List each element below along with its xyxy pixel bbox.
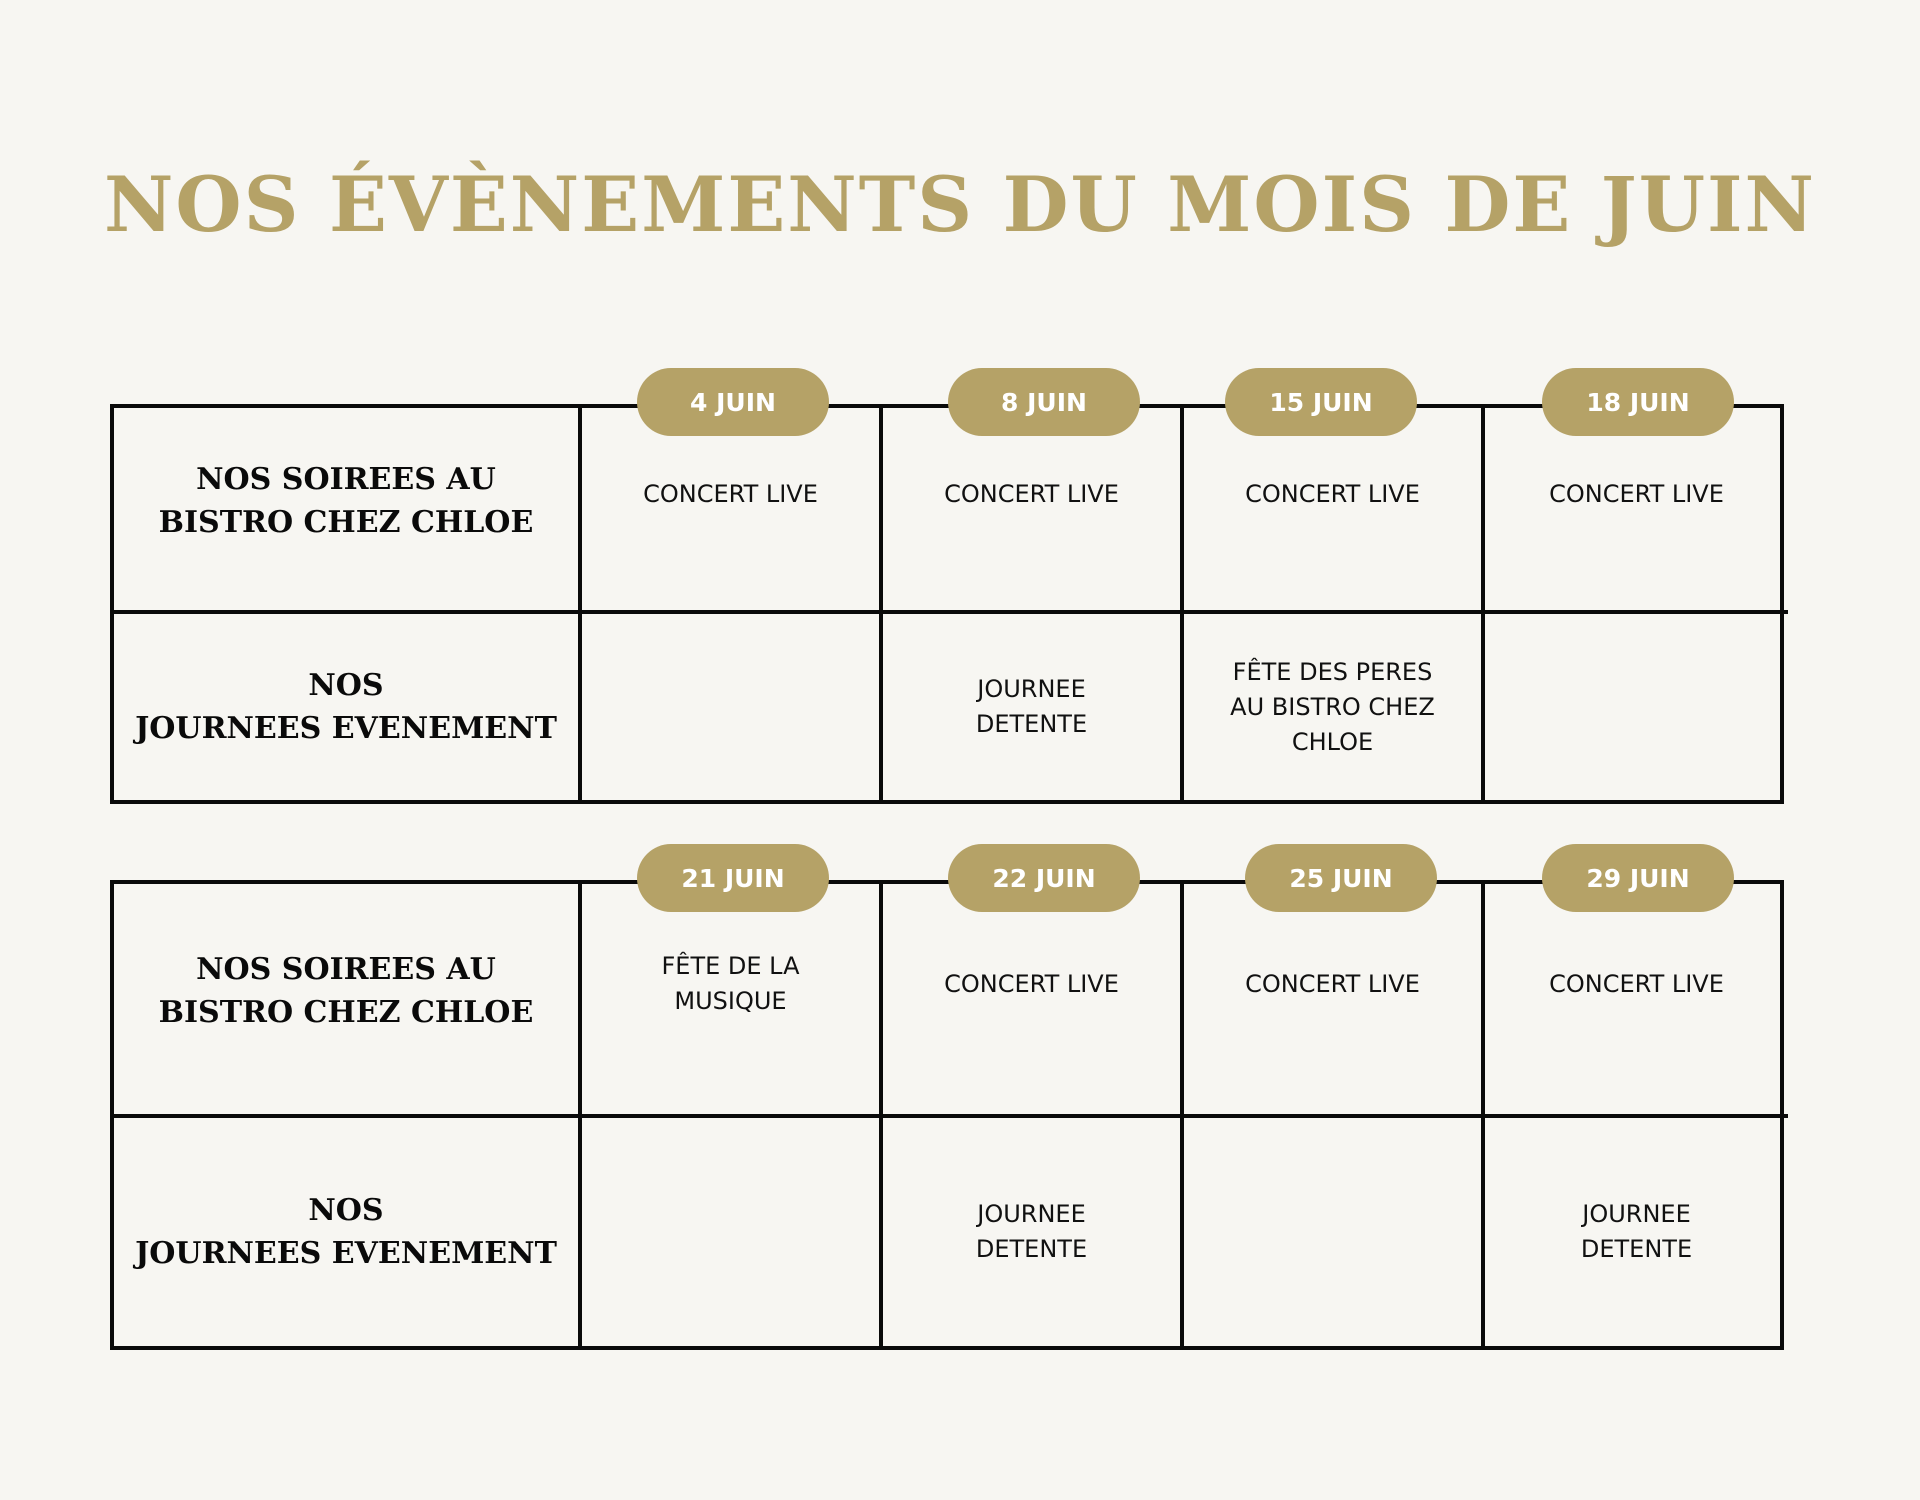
- date-pill: 29 JUIN: [1542, 844, 1734, 912]
- event-cell: [883, 1118, 1184, 1346]
- row-label-journees: NOS JOURNEES EVENEMENT: [135, 1193, 557, 1271]
- event-text: CONCERT LIVE: [1549, 969, 1724, 998]
- event-cell: [582, 408, 883, 614]
- event-text: JOURNEE DETENTE: [1580, 1200, 1693, 1263]
- event-cell: [1485, 408, 1788, 614]
- event-text: CONCERT LIVE: [1549, 479, 1724, 508]
- date-pill: 18 JUIN: [1542, 368, 1734, 436]
- event-text: CONCERT LIVE: [1245, 969, 1420, 998]
- event-cell: [582, 614, 883, 800]
- page-title: NOS ÉVÈNEMENTS DU MOIS DE JUIN: [103, 160, 1817, 249]
- event-cell: [582, 884, 883, 1118]
- week-block-2: [110, 844, 1784, 1350]
- event-cell: [1184, 884, 1485, 1118]
- event-text: CONCERT LIVE: [643, 479, 818, 508]
- row-label-journees: NOS JOURNEES EVENEMENT: [135, 668, 557, 746]
- row-label-cell: [114, 408, 582, 614]
- event-text: CONCERT LIVE: [944, 969, 1119, 998]
- events-table: [110, 880, 1784, 1350]
- row-label-soirees: NOS SOIREES AU BISTRO CHEZ CHLOE: [158, 462, 534, 540]
- event-cell: [1485, 884, 1788, 1118]
- date-pill: 4 JUIN: [637, 368, 829, 436]
- date-pill: 22 JUIN: [948, 844, 1140, 912]
- event-text: FÊTE DES PERES AU BISTRO CHEZ CHLOE: [1230, 657, 1435, 756]
- event-cell: [1485, 614, 1788, 800]
- event-cell: [883, 614, 1184, 800]
- row-label-cell: [114, 884, 582, 1118]
- event-cell: [1485, 1118, 1788, 1346]
- event-cell: [1184, 408, 1485, 614]
- event-cell: [883, 408, 1184, 614]
- event-cell: [1184, 614, 1485, 800]
- row-label-cell: [114, 614, 582, 800]
- row-label-soirees: NOS SOIREES AU BISTRO CHEZ CHLOE: [158, 952, 534, 1030]
- date-pill: 15 JUIN: [1225, 368, 1417, 436]
- date-pill: 25 JUIN: [1245, 844, 1437, 912]
- event-text: FÊTE DE LA MUSIQUE: [661, 952, 800, 1015]
- event-text: JOURNEE DETENTE: [975, 675, 1088, 738]
- events-table: [110, 404, 1784, 804]
- row-label-cell: [114, 1118, 582, 1346]
- date-pill: 21 JUIN: [637, 844, 829, 912]
- week-block-1: [110, 368, 1784, 804]
- event-cell: [1184, 1118, 1485, 1346]
- event-cell: [582, 1118, 883, 1346]
- event-cell: [883, 884, 1184, 1118]
- event-text: CONCERT LIVE: [944, 479, 1119, 508]
- event-text: CONCERT LIVE: [1245, 479, 1420, 508]
- date-pill: 8 JUIN: [948, 368, 1140, 436]
- event-text: JOURNEE DETENTE: [975, 1200, 1088, 1263]
